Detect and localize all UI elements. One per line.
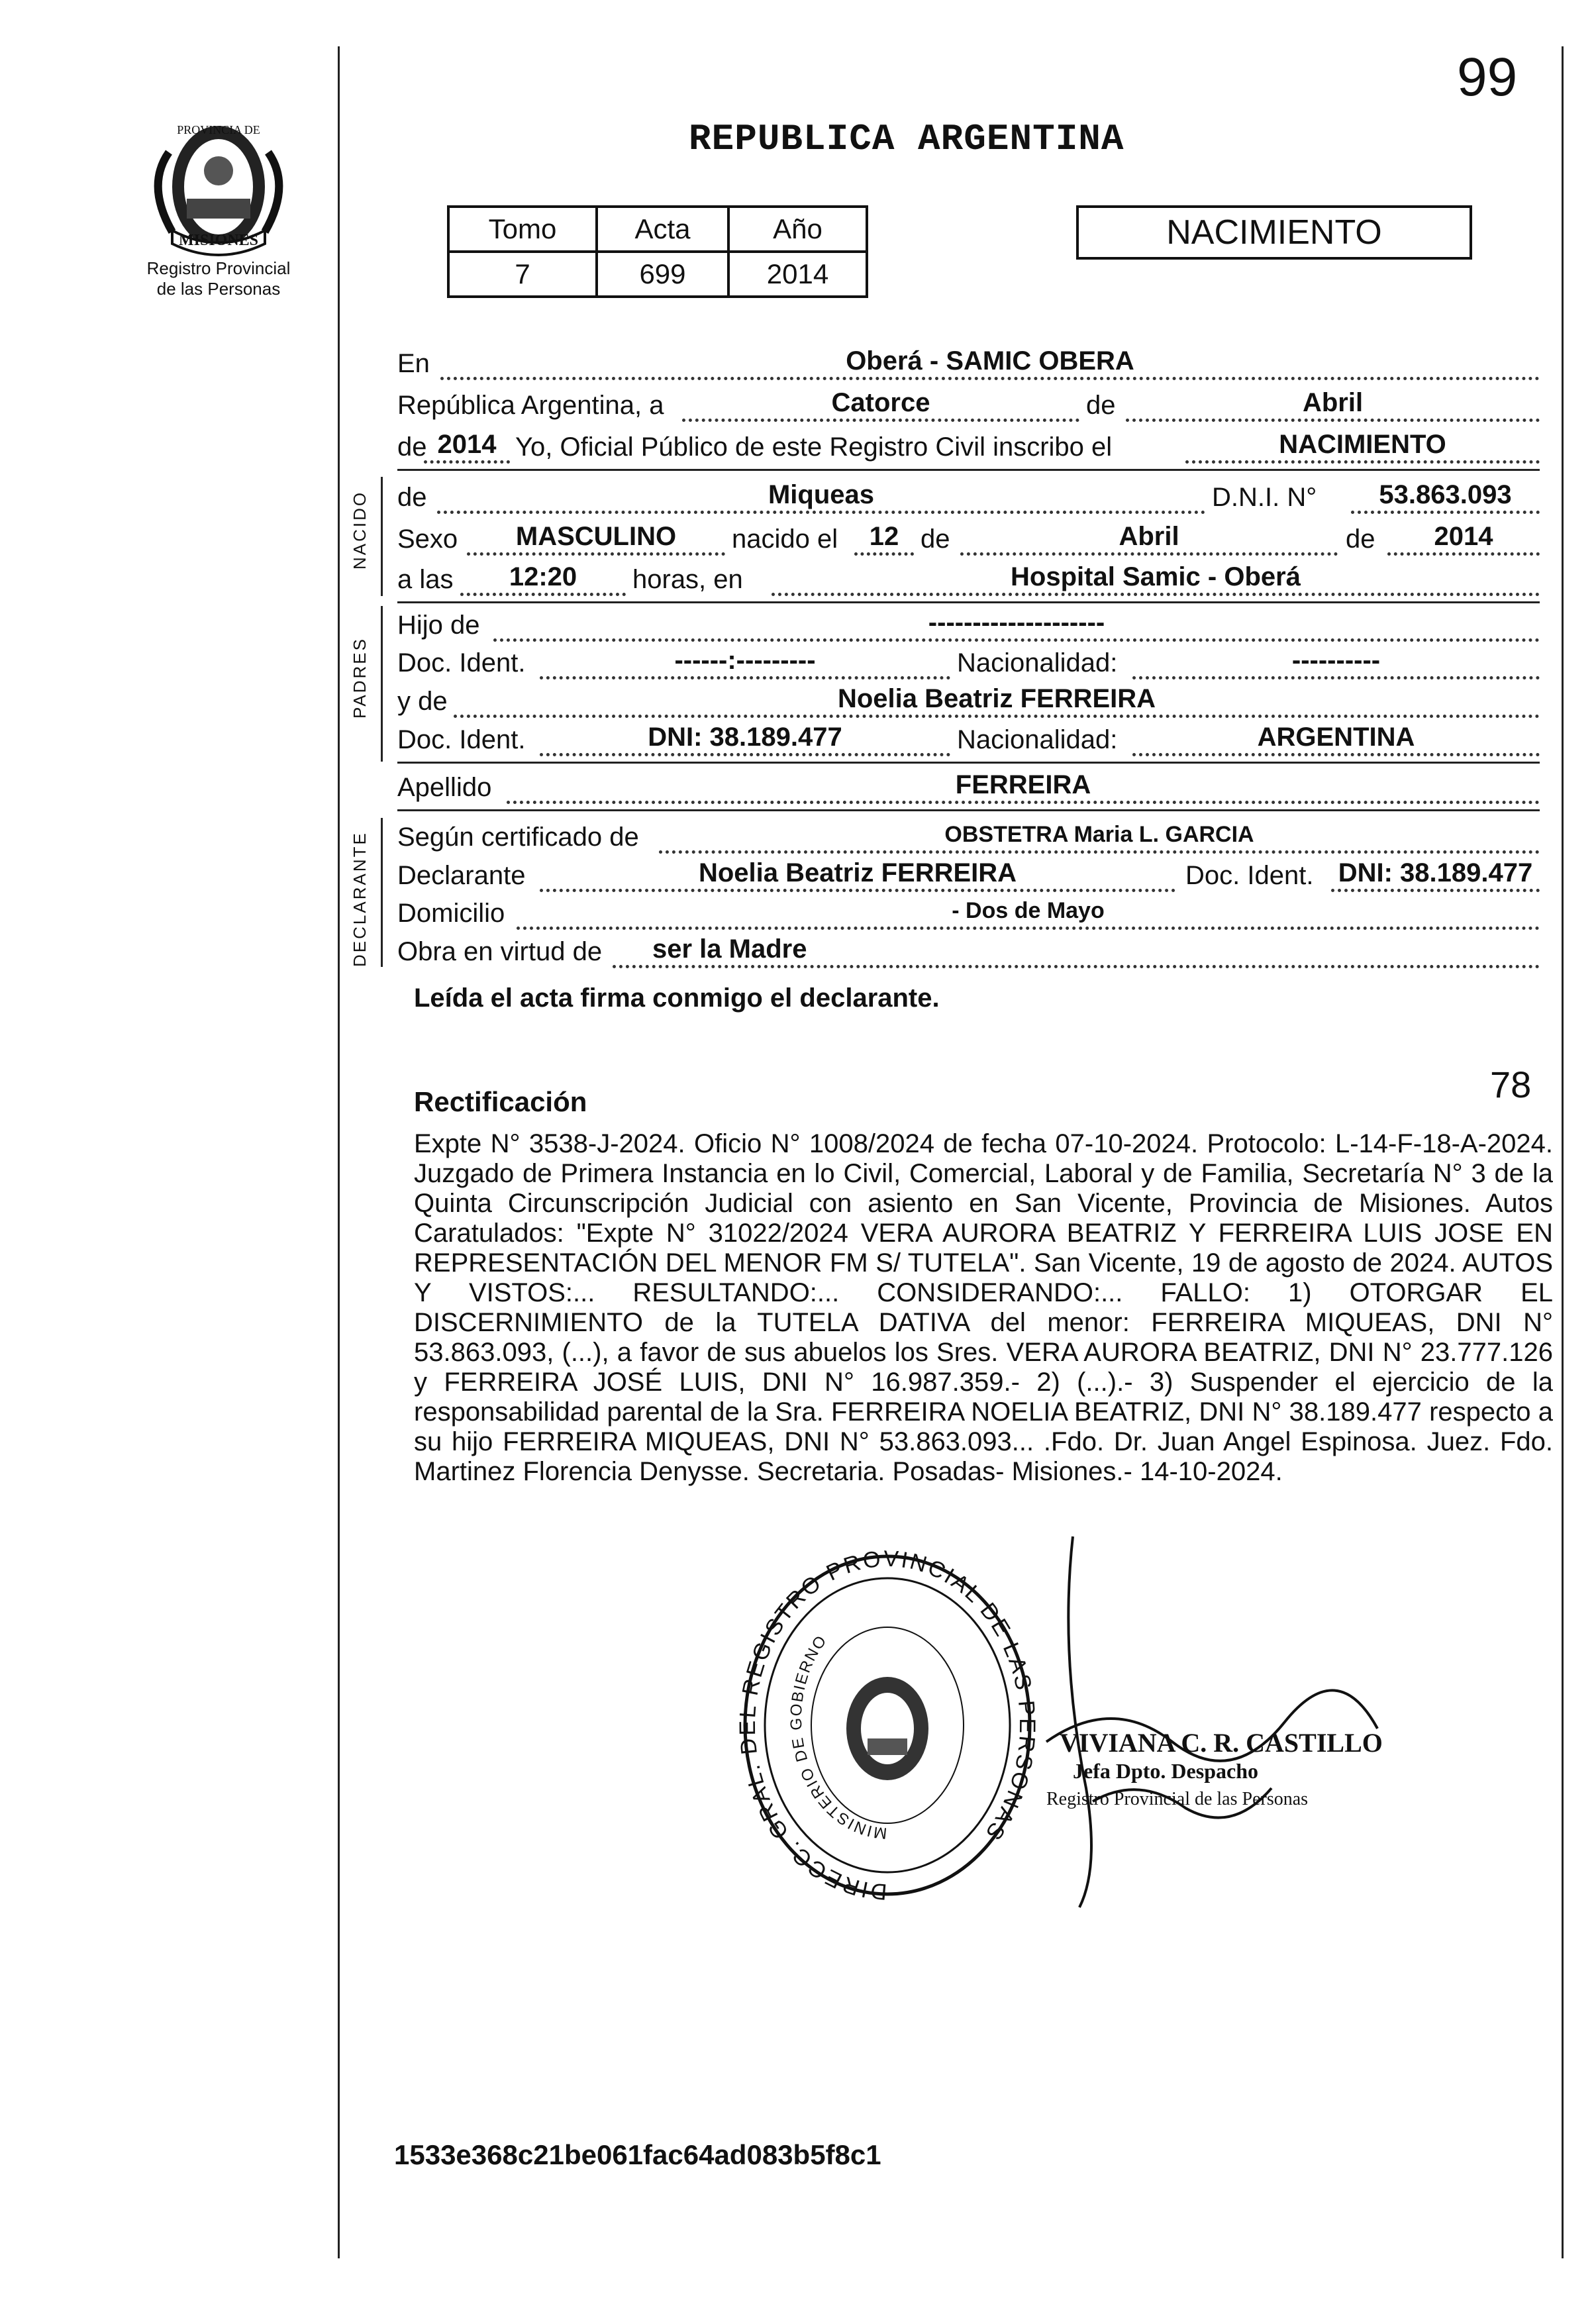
place-field: Oberá - SAMIC OBERA xyxy=(440,350,1540,380)
page-number: 99 xyxy=(1457,47,1518,107)
padres-section-label: PADRES xyxy=(350,637,370,719)
birth-day-field: 12 xyxy=(854,526,914,556)
doc-ident-label: Doc. Ident. xyxy=(1185,861,1314,890)
nacionalidad-label: Nacionalidad: xyxy=(957,725,1118,754)
child-name-field: Miqueas xyxy=(437,484,1205,514)
tomo-value: 7 xyxy=(448,252,597,297)
row-time xyxy=(397,560,1540,599)
declarant-name-field: Noelia Beatriz FERREIRA xyxy=(540,862,1175,892)
doc-ident-label: Doc. Ident. xyxy=(397,648,526,678)
acta-value: 699 xyxy=(597,252,728,297)
sexo-label: Sexo xyxy=(397,525,458,554)
divider xyxy=(397,601,1540,603)
anio-label: Año xyxy=(728,207,867,252)
row-date xyxy=(397,386,1540,425)
row-mother-doc xyxy=(397,721,1540,759)
province-coat-of-arms-logo xyxy=(132,113,305,258)
horas-label: horas, en xyxy=(632,565,743,594)
svg-text:MINISTERIO DE GOBIERNO: MINISTERIO DE GOBIERNO xyxy=(787,1631,888,1842)
svg-text:PROVINCIA DE: PROVINCIA DE xyxy=(177,123,260,136)
en-label: En xyxy=(397,349,430,378)
row-place xyxy=(397,344,1540,383)
y-de-label: y de xyxy=(397,687,448,716)
child-dni-field: 53.863.093 xyxy=(1351,484,1540,514)
divider xyxy=(397,469,1540,471)
registry-caption-line2: de las Personas xyxy=(156,279,281,299)
hijo-de-label: Hijo de xyxy=(397,611,480,640)
registry-caption-line1: Registro Provincial xyxy=(146,258,291,278)
segun-certificado-label: Según certificado de xyxy=(397,823,639,852)
doc-ident-label: Doc. Ident. xyxy=(397,725,526,754)
record-type-box: NACIMIENTO xyxy=(1076,205,1472,260)
rectification-body: Expte N° 3538-J-2024. Oficio N° 1008/2024 de fecha 07-10-2024. Protocolo: L-14-F-18-A-2024. Juzgado de Primera Instancia en lo Civil, Comercial, Laboral y de Familia, Secretaría N° 3 de la Quinta Circunscripción Judicial con asiento en San Vicente, Provincia de Misiones. Autos Caratulados: "Expte N° 31022/2024 VERA AURORA BEATRIZ Y FERREIRA LUIS JOSE EN REPRESENTACIÓN DEL MENOR FM S/ TUTELA". San Vicente, 19 de agosto de 2024. AUTOS Y VISTOS:... RESULTANDO:... CONSIDERANDO:... FALLO: 1) OTORGAR EL DISCERNIMIENTO de la TUTELA DATIVA del menor: FERREIRA MIQUEAS, DNI N° 53.863.093, (...), a favor de sus abuelos los Sres. VERA AURORA BEATRIZ, DNI N° 23.777.126 y FERREIRA JOSÉ LUIS, DNI N° 16.987.359.- 2) (...).- 3) Suspender el ejercicio de la responsabilidad parental de la Sra. FERREIRA NOELIA BEATRIZ, DNI N° 38.189.477 respecto a su hijo FERREIRA MIQUEAS, DNI N° 53.863.093... .Fdo. Dr. Juan Angel Espinosa. Juez. Fdo. Martinez Florencia Denysse. Secretaria. Posadas- Misiones.- 14-10-2024. xyxy=(414,1129,1553,1486)
nacido-bracket xyxy=(381,477,383,596)
declarante-section-label: DECLARANTE xyxy=(350,831,370,967)
birth-month-field: Abril xyxy=(960,526,1338,556)
mother-name-field: Noelia Beatriz FERREIRA xyxy=(454,688,1540,718)
row-name xyxy=(397,478,1540,517)
apellido-label: Apellido xyxy=(397,773,492,802)
de-label-name: de xyxy=(397,483,427,512)
time-field: 12:20 xyxy=(460,566,626,596)
domicilio-label: Domicilio xyxy=(397,899,505,928)
document-hash: 1533e368c21be061fac64ad083b5f8c1 xyxy=(394,2139,881,2170)
svg-text:DIRECC. GRAL. DEL REGISTRO PRO: DIRECC. GRAL. DEL REGISTRO PROVINCIAL DE LAS PERSONAS xyxy=(734,1550,1040,1905)
official-seal xyxy=(732,1550,1043,1907)
declarante-label: Declarante xyxy=(397,861,526,890)
mother-nationality-field: ARGENTINA xyxy=(1132,727,1540,756)
divider xyxy=(397,762,1540,764)
row-address xyxy=(397,894,1540,932)
svg-text:Registro Provincial de las Per: Registro Provincial de las Personas xyxy=(1046,1789,1309,1809)
sexo-field: MASCULINO xyxy=(467,526,725,556)
record-type-field: NACIMIENTO xyxy=(1185,434,1540,464)
obra-label: Obra en virtud de xyxy=(397,937,603,966)
left-margin-line xyxy=(338,46,340,2258)
acta-label: Acta xyxy=(597,207,728,252)
de-label: de xyxy=(1086,391,1116,420)
row-mother xyxy=(397,682,1540,721)
dni-label: D.N.I. N° xyxy=(1212,483,1317,512)
de-label-year: de xyxy=(397,432,427,462)
row-obra xyxy=(397,932,1540,971)
row-year xyxy=(397,428,1540,466)
closing-statement: Leída el acta firma conmigo el declarante. xyxy=(414,983,940,1013)
father-doc-field: ------:--------- xyxy=(540,650,950,679)
day-field: Catorce xyxy=(682,392,1079,422)
father-nationality-field: ---------- xyxy=(1132,650,1540,679)
year-field: 2014 xyxy=(424,434,510,464)
republic-label: República Argentina, a xyxy=(397,391,664,420)
de-label-month: de xyxy=(921,525,950,554)
row-surname xyxy=(397,768,1540,807)
surname-field: FERREIRA xyxy=(507,774,1540,804)
nacionalidad-label: Nacionalidad: xyxy=(957,648,1118,678)
nacido-section-label: NACIDO xyxy=(350,490,370,570)
row-declarant xyxy=(397,856,1540,895)
rectification-title: Rectificación xyxy=(414,1086,587,1117)
divider xyxy=(397,809,1540,811)
country-title: REPUBLICA ARGENTINA xyxy=(689,118,1124,160)
obra-field: ser la Madre xyxy=(613,938,1540,968)
a-las-label: a las xyxy=(397,565,454,594)
anio-value: 2014 xyxy=(728,252,867,297)
father-name-field: -------------------- xyxy=(493,612,1540,642)
right-margin-line xyxy=(1562,46,1564,2258)
inscribe-text: Yo, Oficial Público de este Registro Civil inscribo el xyxy=(515,432,1113,462)
declarante-bracket xyxy=(381,818,383,967)
tomo-label: Tomo xyxy=(448,207,597,252)
de-label-year2: de xyxy=(1346,525,1375,554)
registry-caption xyxy=(99,258,338,299)
nacido-el-label: nacido el xyxy=(732,525,838,554)
svg-text:Jefa Dpto. Despacho: Jefa Dpto. Despacho xyxy=(1073,1759,1258,1783)
address-field: - Dos de Mayo xyxy=(517,900,1540,930)
row-father-doc xyxy=(397,644,1540,682)
row-certificate xyxy=(397,818,1540,856)
official-signature xyxy=(1033,1523,1404,1914)
padres-bracket xyxy=(381,606,383,762)
row-sex xyxy=(397,520,1540,558)
rectification-page-number: 78 xyxy=(1490,1064,1532,1105)
row-father xyxy=(397,606,1540,644)
declarant-doc-field: DNI: 38.189.477 xyxy=(1331,862,1540,892)
reference-table xyxy=(447,205,868,298)
svg-text:MISIONES: MISIONES xyxy=(178,232,259,249)
certificate-field: OBSTETRA Maria L. GARCIA xyxy=(659,824,1540,854)
month-field: Abril xyxy=(1126,392,1540,422)
svg-text:VIVIANA C. R. CASTILLO: VIVIANA C. R. CASTILLO xyxy=(1060,1728,1383,1758)
mother-doc-field: DNI: 38.189.477 xyxy=(540,727,950,756)
birth-place-field: Hospital Samic - Oberá xyxy=(772,566,1540,596)
birth-year-field: 2014 xyxy=(1387,526,1540,556)
